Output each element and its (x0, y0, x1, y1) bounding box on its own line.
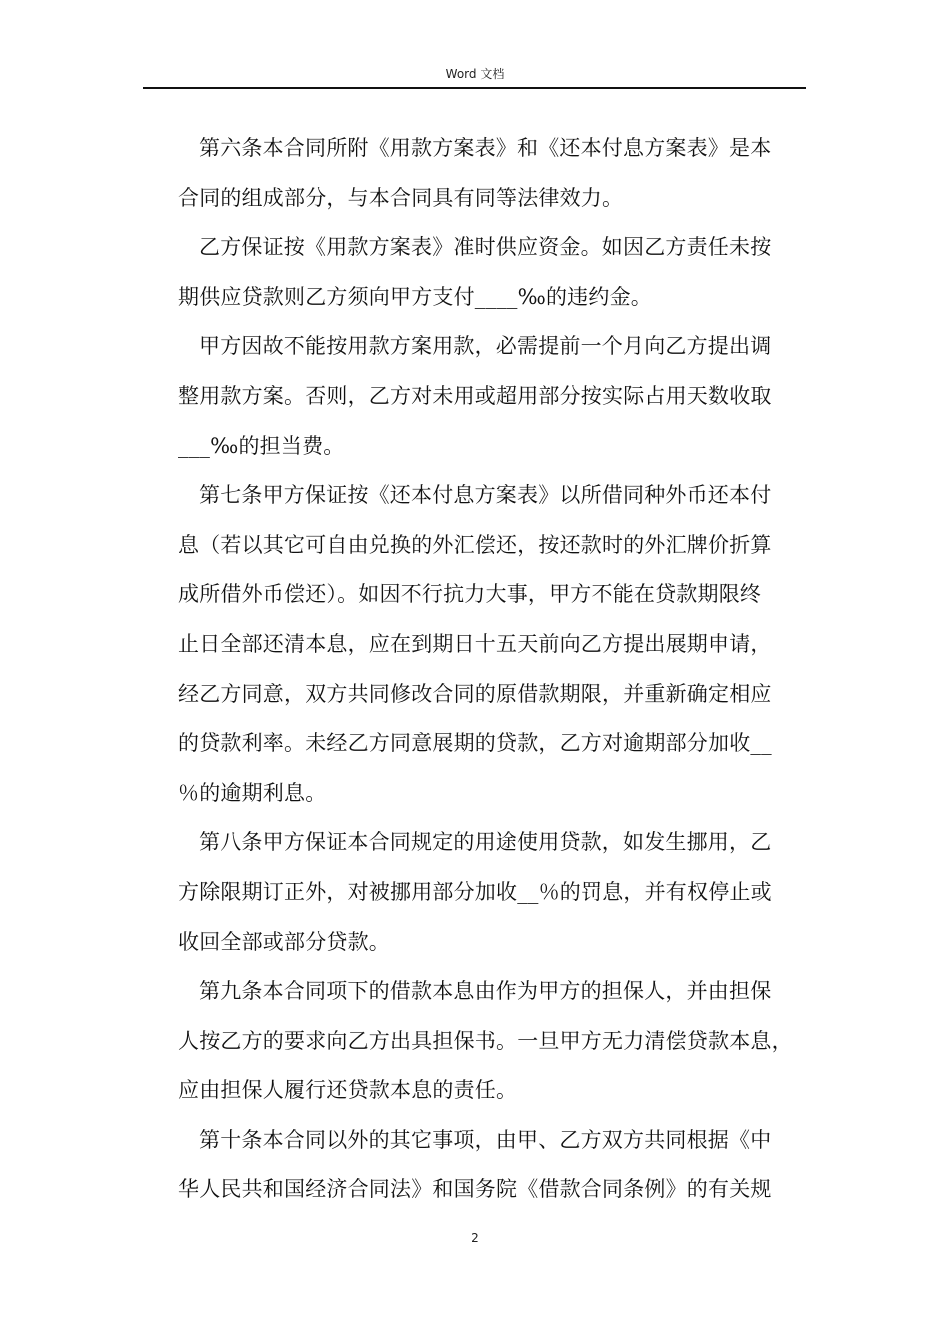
header-divider (143, 87, 806, 89)
paragraph-line: 的贷款利率。未经乙方同意展期的贷款，乙方对逾期部分加收__ (178, 731, 772, 756)
paragraph-line: 人按乙方的要求向乙方出具担保书。一旦甲方无力清偿贷款本息， (178, 1028, 793, 1053)
paragraph-line: 经乙方同意，双方共同修改合同的原借款期限，并重新确定相应 (178, 681, 772, 706)
paragraph-line: 第十条本合同以外的其它事项，由甲、乙方双方共同根据《中 (199, 1127, 772, 1152)
paragraph-line: ___‰的担当费。 (178, 433, 345, 458)
paragraph-line: 第八条甲方保证本合同规定的用途使用贷款，如发生挪用，乙 (199, 830, 772, 855)
paragraph-line: 甲方因故不能按用款方案用款，必需提前一个月向乙方提出调 (199, 334, 772, 359)
paragraph-line: 期供应贷款则乙方须向甲方支付____‰的违约金。 (178, 284, 652, 309)
paragraph-line: 合同的组成部分，与本合同具有同等法律效力。 (178, 185, 624, 210)
paragraph-line: 整用款方案。否则，乙方对未用或超用部分按实际占用天数收取 (178, 383, 772, 408)
paragraph-line: 第六条本合同所附《用款方案表》和《还本付息方案表》是本 (199, 136, 772, 160)
paragraph-line: 止日全部还清本息，应在到期日十五天前向乙方提出展期申请， (178, 631, 772, 656)
paragraph-line: 华人民共和国经济合同法》和国务院《借款合同条例》的有关规 (178, 1177, 772, 1202)
page-number: 2 (471, 1231, 479, 1245)
paragraph-line: 第九条本合同项下的借款本息由作为甲方的担保人，并由担保 (199, 979, 772, 1004)
paragraph-line: 乙方保证按《用款方案表》准时供应资金。如因乙方责任未按 (199, 235, 772, 260)
paragraph-line: 方除限期订正外，对被挪用部分加收__％的罚息，并有权停止或 (178, 879, 772, 904)
paragraph-line: 第七条甲方保证按《还本付息方案表》以所借同种外币还本付 (199, 483, 772, 508)
paragraph-line: 收回全部或部分贷款。 (178, 929, 390, 954)
paragraph-line: 息（若以其它可自由兑换的外汇偿还，按还款时的外汇牌价折算 (178, 532, 772, 557)
paragraph-line: 成所借外币偿还）。如因不行抗力大事，甲方不能在贷款期限终 (178, 582, 762, 607)
paragraph-line: 应由担保人履行还贷款本息的责任。 (178, 1078, 518, 1103)
document-body (178, 124, 806, 1215)
page-header-title: Word 文档 (445, 67, 505, 81)
paragraph-line: ％的逾期利息。 (178, 780, 327, 805)
